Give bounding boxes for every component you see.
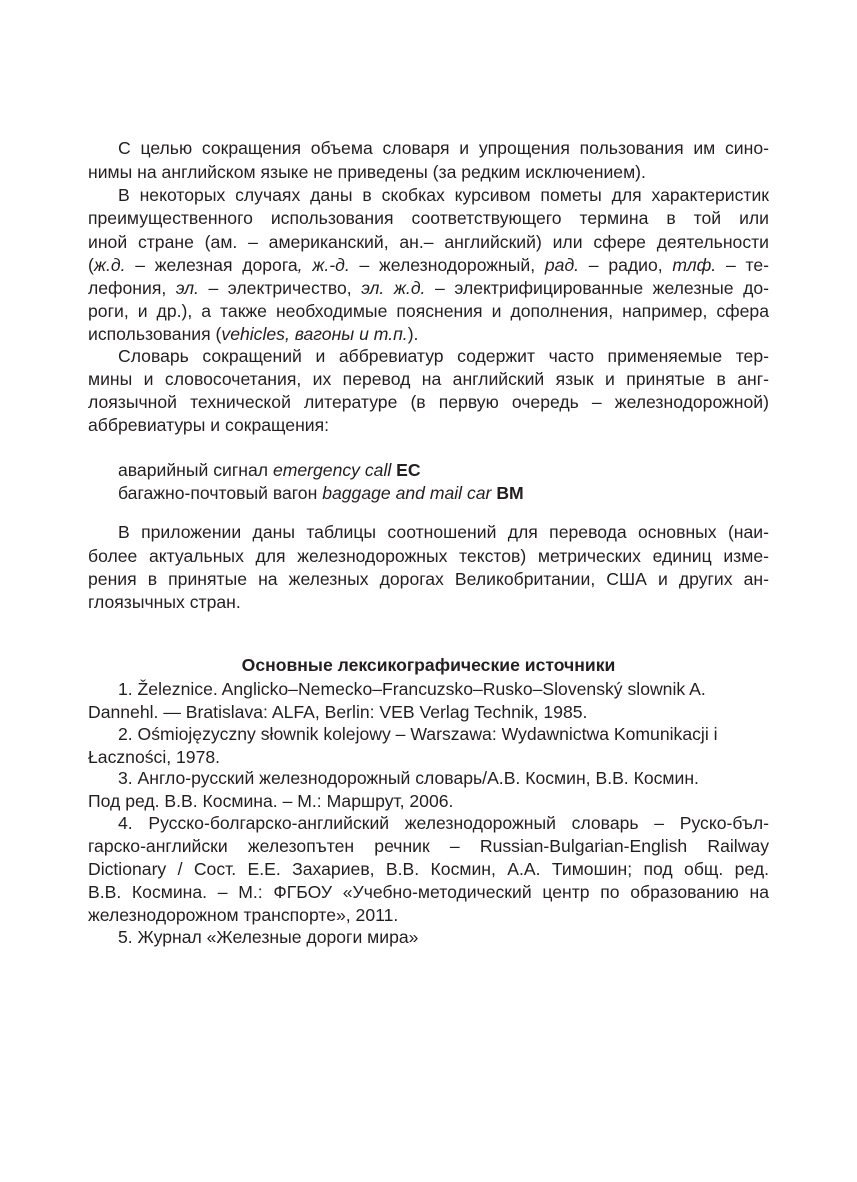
appendix-line1: В приложении даны таблицы соотношений для перевода основных (наи-	[118, 522, 769, 542]
text-run: – железная дорога	[125, 255, 298, 275]
text-run: лефония,	[88, 278, 176, 298]
source-4-line5: железнодорожном транспорте», 2011.	[88, 905, 399, 925]
text-run: – электричество,	[198, 278, 362, 298]
intro-p3-line2: мины и словосочетания, их перевод на английский язык и принятые в анг-	[88, 369, 769, 389]
intro-p3-line3: лоязычной технической литературе (в первую очередь – железнодорожной)	[88, 392, 769, 412]
intro-p2-line2: преимущественного использования соответствующего термина в той или	[88, 208, 769, 228]
intro-p3-line4: аббревиатуры и сокращения:	[88, 415, 330, 435]
sources-heading: Основные лексикографические источники	[241, 655, 616, 675]
example-entry	[118, 481, 524, 505]
source-4-line3: Dictionary / Сост. Е.Е. Захариев, В.В. Космин, А.А. Тимошин; под общ. ред.	[88, 859, 769, 879]
intro-p2-line6: роги, и др.), а также необходимые пояснения и дополнения, например, сфера	[88, 301, 769, 321]
source-3-line2: Под ред. В.В. Космина. – М.: Маршрут, 2006.	[88, 791, 454, 811]
intro-p2-line4	[88, 253, 769, 277]
source-1-line2: Dannehl. — Bratislava: ALFA, Berlin: VEB Verlag Technik, 1985.	[88, 702, 588, 722]
text-run: – электрифицированные железные до-	[425, 278, 769, 298]
italic-abbrev: эл. ж.д.	[361, 278, 426, 298]
appendix-line4: глоязычных стран.	[88, 592, 241, 612]
source-3-line1: 3. Англо-русский железнодорожный словарь/А.В. Космин, В.В. Космин.	[118, 768, 699, 788]
text-run: – радио,	[579, 255, 673, 275]
source-1-line1: 1. Železnice. Anglicko–Nemecko–Francuzsko–Rusko–Slovenský slownik A.	[118, 679, 706, 699]
italic-abbrev: , ж.-д.	[297, 255, 350, 275]
example-abbreviation: BM	[496, 483, 524, 503]
intro-p2-line7	[88, 322, 769, 346]
intro-p2-line5	[88, 276, 769, 300]
example-abbreviation: EC	[396, 460, 421, 480]
appendix-line2: более актуальных для железнодорожных текстов) метрических единиц изме-	[88, 546, 769, 566]
example-russian: аварийный сигнал	[118, 460, 273, 480]
text-run: (	[88, 255, 94, 275]
italic-abbrev: ж.д.	[93, 255, 126, 275]
italic-abbrev: эл.	[175, 278, 199, 298]
appendix-line3: рения в принятые на железных дорогах Великобритании, США и других ан-	[88, 569, 769, 589]
example-english: baggage and mail car	[322, 483, 492, 503]
source-2-line1: 2. Ośmiojęzyczny słownik kolejowy – Warszawa: Wydawnictwa Komunikacji i	[118, 724, 718, 744]
italic-example: vehicles, вагоны и т.п.	[221, 324, 408, 344]
source-5-line1: 5. Журнал «Железные дороги мира»	[118, 927, 419, 947]
intro-p1-line2: нимы на английском языке не приведены (за редким исключением).	[88, 162, 646, 182]
example-english: emergency call	[272, 460, 392, 480]
source-4-line4: В.В. Космина. – М.: ФГБОУ «Учебно-методический центр по образованию на	[88, 882, 769, 902]
italic-abbrev: тлф.	[672, 255, 717, 275]
text-run: – те-	[716, 255, 769, 275]
italic-abbrev: рад.	[544, 255, 580, 275]
example-russian: багажно-почтовый вагон	[118, 483, 323, 503]
source-4-line2: гарско-английски железопътен речник – Russian-Bulgarian-English Railway	[88, 836, 769, 856]
intro-p1-line1: С целью сокращения объема словаря и упрощения пользования им сино-	[118, 138, 769, 158]
text-run: использования (	[88, 324, 222, 344]
text-run: – железнодорожный,	[349, 255, 545, 275]
intro-p2-line1: В некоторых случаях даны в скобках курсивом пометы для характеристик	[118, 185, 769, 205]
text-run: ).	[407, 324, 419, 344]
intro-p3-line1: Словарь сокращений и аббревиатур содержит часто применяемые тер-	[118, 346, 769, 366]
example-entry	[118, 458, 421, 482]
intro-p2-line3: иной стране (ам. – американский, ан.– английский) или сфере деятельности	[88, 232, 769, 252]
source-4-line1: 4. Русско-болгарско-английский железнодорожный словарь – Руско-бъл-	[118, 813, 769, 833]
source-2-line2: Łaczności, 1978.	[88, 747, 221, 767]
